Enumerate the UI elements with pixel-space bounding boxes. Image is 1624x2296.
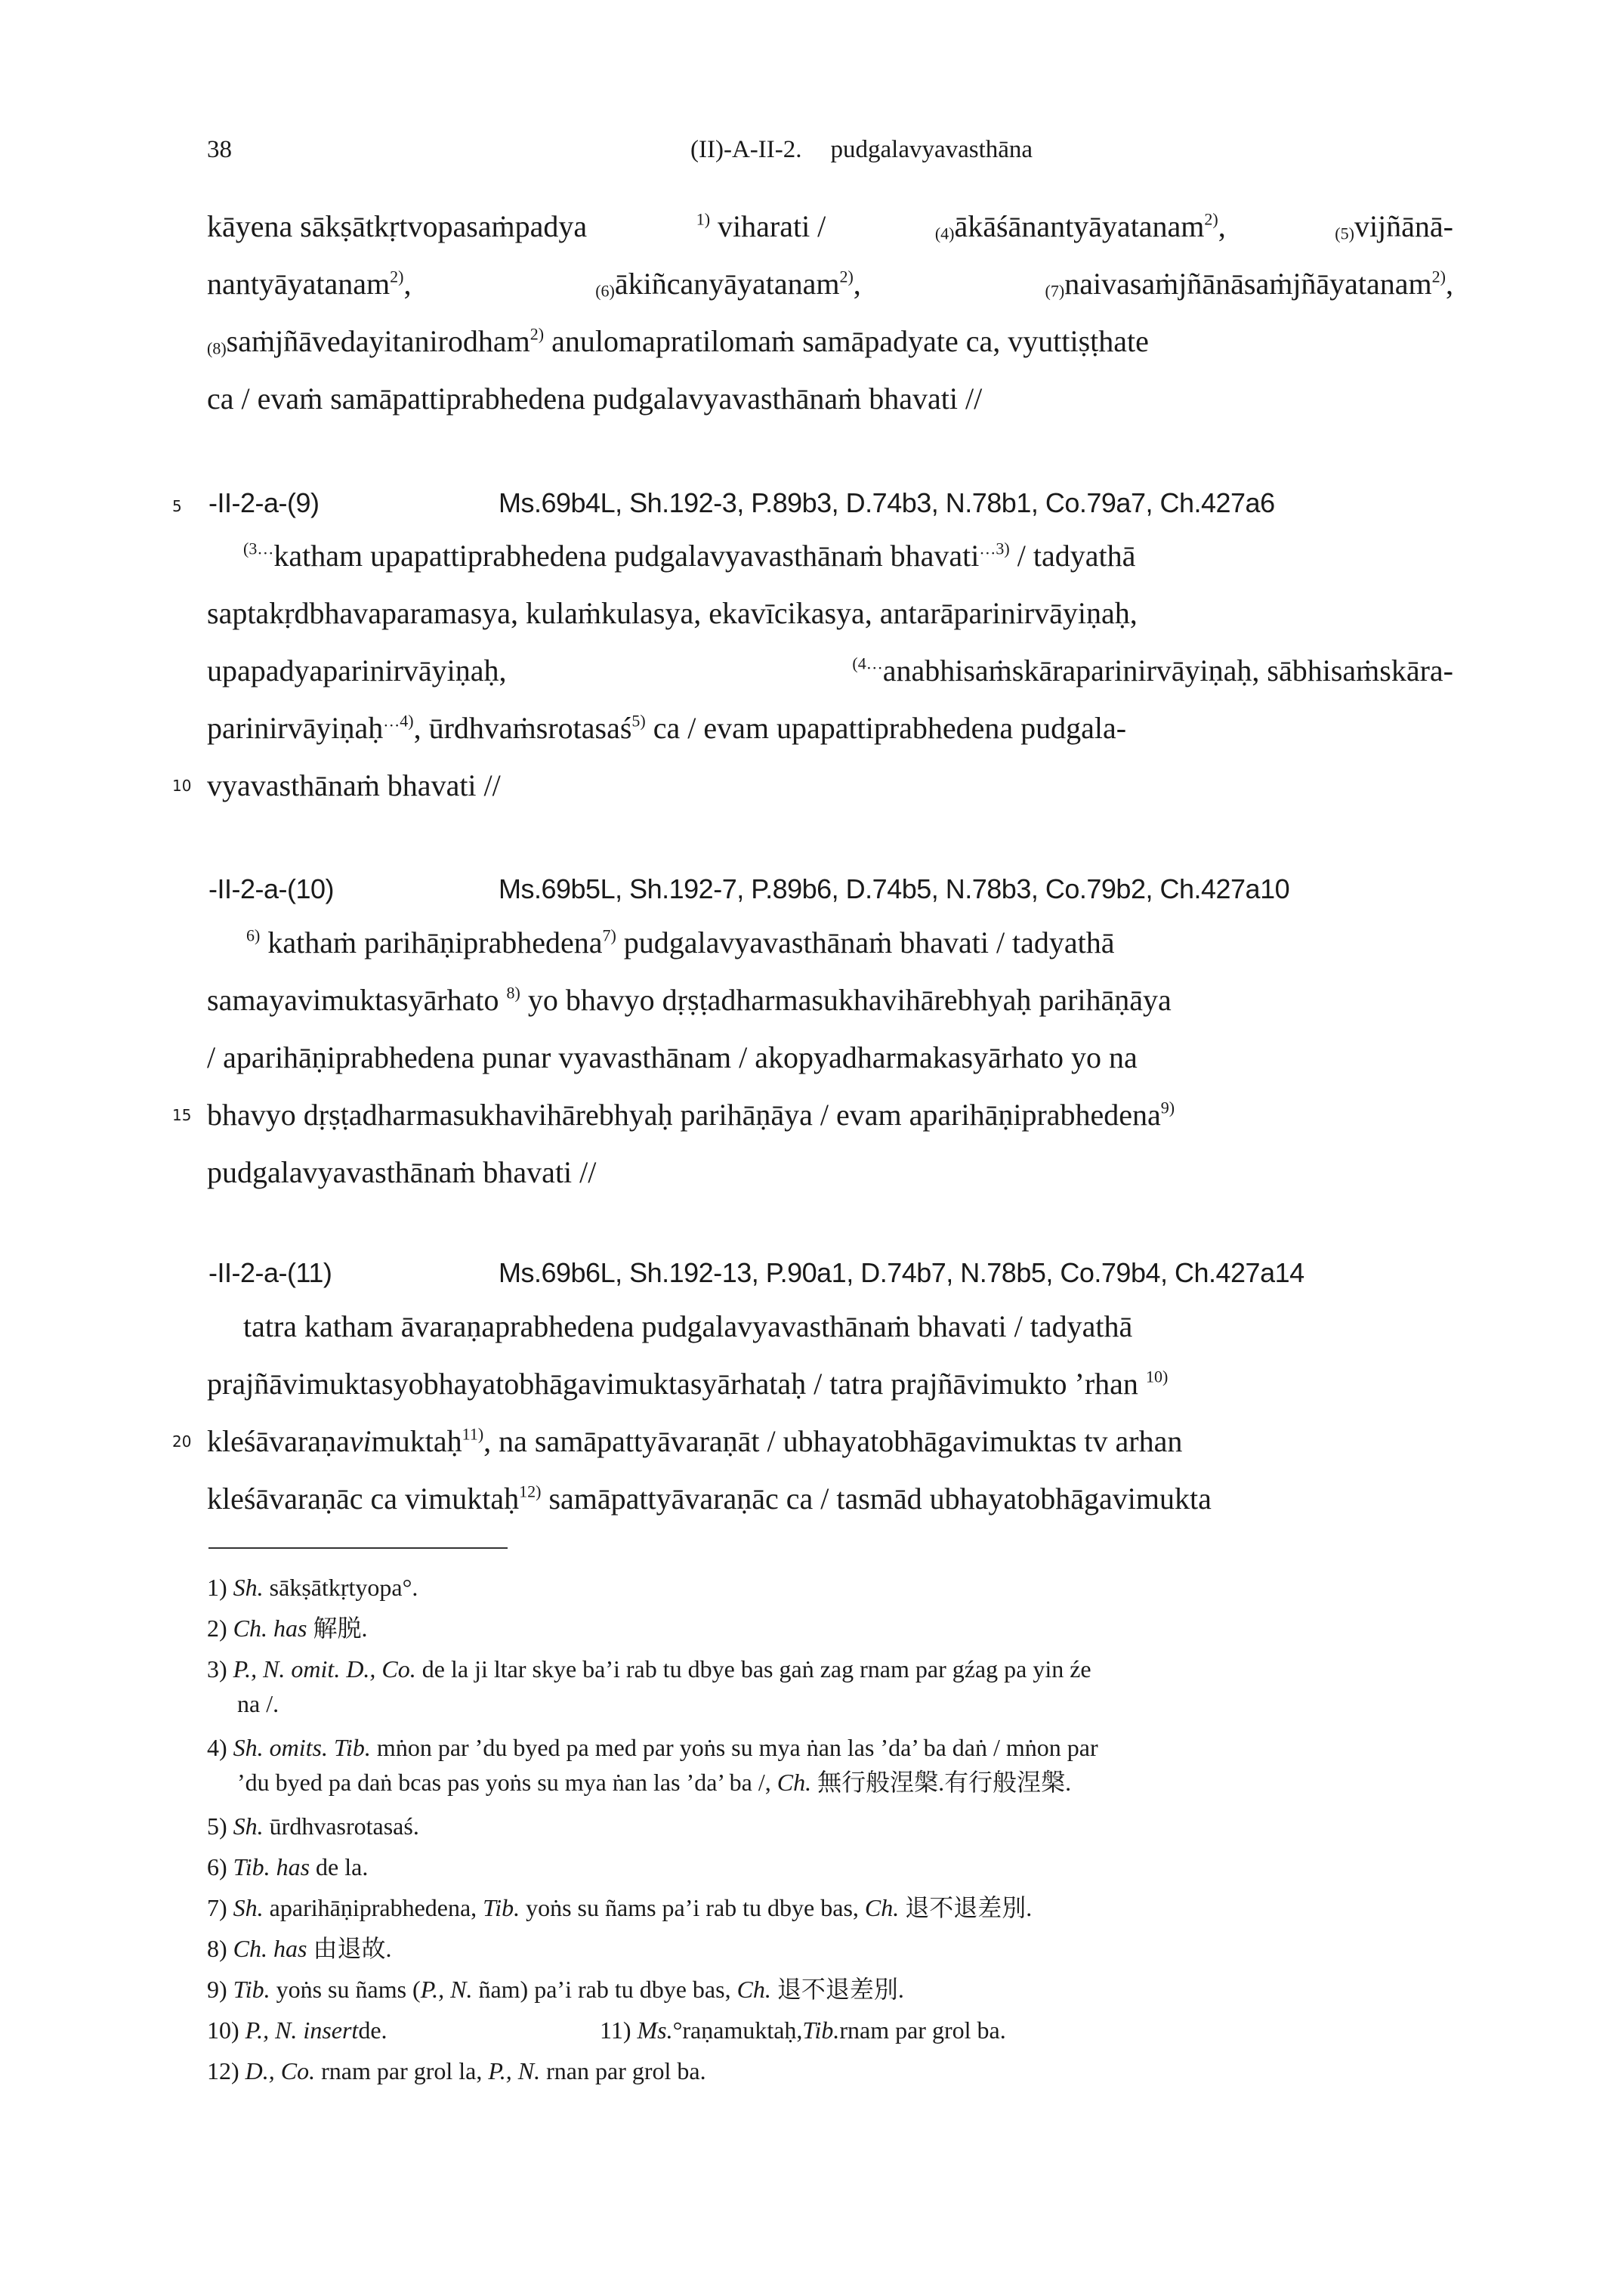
running-title: pudgalavyavasthāna <box>830 136 1033 163</box>
text-line: ca / evaṁ samāpattiprabhedena pudgalavyavasthānaṁ bhavati // <box>207 382 983 416</box>
section-id: -II-2-a-(10) <box>208 873 335 904</box>
text-line: tatra katham āvaraṇaprabhedena pudgalavyavasthānaṁ bhavati / tadyathā <box>243 1309 1133 1343</box>
line-number: 15 <box>172 1106 192 1124</box>
running-head <box>690 136 1061 164</box>
text-line: upapadyaparinirvāyiṇaḥ, $^{(4\dots}$anabhisaṁskāraparinirvāyiṇaḥ, sābhisaṁskāra- <box>207 654 1453 688</box>
section-id: -II-2-a-(11) <box>208 1257 332 1288</box>
line-number: 5 <box>172 497 182 515</box>
text-line: bhavyo dṛṣṭadharmasukhavihārebhyaḥ parihāṇāya / evam aparihāṇiprabhedena$^{9)}$ <box>207 1098 1175 1132</box>
text-line: / aparihāṇiprabhedena punar vyavasthānam / akopyadharmakasyārhato yo na <box>207 1040 1138 1074</box>
footnote: 12) D., Co. rnam par grol la, P., N. rnan par grol ba. <box>207 2057 706 2084</box>
footnote: 8) Ch. has 由退故. <box>207 1935 392 1962</box>
text-line: kāyena sākṣātkṛtvopasaṁpadya $^{1)}$ viharati / $_{(4)}$ākāśānantyāyatanam$^{2)}$, $_{(5)}$vijñānā- <box>207 209 1453 243</box>
page-header <box>207 136 1417 181</box>
text-line: vyavasthānaṁ bhavati // <box>207 768 501 802</box>
footnote: 3) P., N. omit. D., Co. de la ji ltar skye ba’i rab tu dbye bas gaṅ zag rnam par gźag pa yin źe na /. <box>207 1655 1091 1717</box>
footnote: 7) Sh. aparihāṇiprabhedena, Tib. yoṅs su ñams pa’i rab tu dbye bas, Ch. 退不退差別. <box>207 1894 1033 1921</box>
text-line: $^{6)}$ kathaṁ parihāṇiprabhedena$^{7)}$ pudgalavyavasthānaṁ bhavati / tadyathā <box>246 926 1115 959</box>
text-line: kleśāvaraṇāc ca vimuktaḥ$^{12)}$ samāpattyāvaraṇāc ca / tasmād ubhayatobhāgavimukta <box>207 1482 1212 1516</box>
footnote: 6) Tib. has de la. <box>207 1853 369 1880</box>
text-line: $^{(3\dots}$katham upapattiprabhedena pudgalavyavasthānaṁ bhavati$^{\dots 3)}$ / tadyathā <box>243 539 1136 573</box>
footnote: 1) Sh. sākṣātkṛtyopa°. <box>207 1574 418 1601</box>
text-line: $_{(8)}$saṁjñāvedayitanirodham$^{2)}$ anulomapratilomaṁ samāpadyate ca, vyuttiṣṭhate <box>207 324 1149 358</box>
text-line: samayavimuktasyārhato $^{8)}$ yo bhavyo dṛṣṭadharmasukhavihārebhyaḥ parihāṇāya <box>207 983 1172 1017</box>
footnote: 5) Sh. ūrdhvasrotasaś. <box>207 1812 419 1840</box>
text-line: parinirvāyiṇaḥ$^{\dots 4)}$, ūrdhvaṁsrotasaś$^{5)}$ ca / evam upapattiprabhedena pudgala- <box>207 711 1127 745</box>
text-line: nantyāyatanam$^{2)}$, $_{(6)}$ākiñcanyāyatanam$^{2)}$, $_{(7)}$naivasaṁjñānāsaṁjñāyatanam$^{2)}$, <box>207 267 1453 301</box>
footnote: 10) P., N. insertde. 11) Ms.°raṇamuktaḥ,Tib.rnam par grol ba. <box>207 2016 1006 2044</box>
section-label: (II)-A-II-2. <box>690 136 802 163</box>
footnote-rule <box>208 1547 508 1549</box>
section-reference: Ms.69b6L, Sh.192-13, P.90a1, D.74b7, N.78b5, Co.79b4, Ch.427a14 <box>499 1257 1304 1288</box>
footnote: 4) Sh. omits. Tib. mṅon par ’du byed pa med par yoṅs su mya ṅan las ’da’ ba daṅ / mṅon par ’du byed pa daṅ bcas pas yoṅs su mya ṅan las ’da’ ba /, Ch. 無行般涅槃.有行般涅槃. <box>207 1734 1098 1796</box>
section-reference: Ms.69b4L, Sh.192-3, P.89b3, D.74b3, N.78b1, Co.79a7, Ch.427a6 <box>499 487 1275 518</box>
footnote: 9) Tib. yoṅs su ñams (P., N. ñam) pa’i rab tu dbye bas, Ch. 退不退差別. <box>207 1976 904 2003</box>
section-id: -II-2-a-(9) <box>208 487 320 518</box>
footnote: 2) Ch. has 解脱. <box>207 1615 368 1642</box>
section-reference: Ms.69b5L, Sh.192-7, P.89b6, D.74b5, N.78b3, Co.79b2, Ch.427a10 <box>499 873 1290 904</box>
text-line: kleśāvaraṇavimuktaḥ$^{11)}$, na samāpattyāvaraṇāt / ubhayatobhāgavimuktas tv arhan <box>207 1424 1183 1458</box>
line-number: 10 <box>172 777 192 795</box>
text-line: prajñāvimuktasyobhayatobhāgavimuktasyārhataḥ / tatra prajñāvimukto ’rhan $^{10)}$ <box>207 1367 1169 1401</box>
page-number: 38 <box>207 136 232 163</box>
text-line: pudgalavyavasthānaṁ bhavati // <box>207 1155 597 1189</box>
line-number: 20 <box>172 1432 192 1451</box>
text-line: saptakṛdbhavaparamasya, kulaṁkulasya, ekavīcikasya, antarāparinirvāyiṇaḥ, <box>207 596 1138 630</box>
